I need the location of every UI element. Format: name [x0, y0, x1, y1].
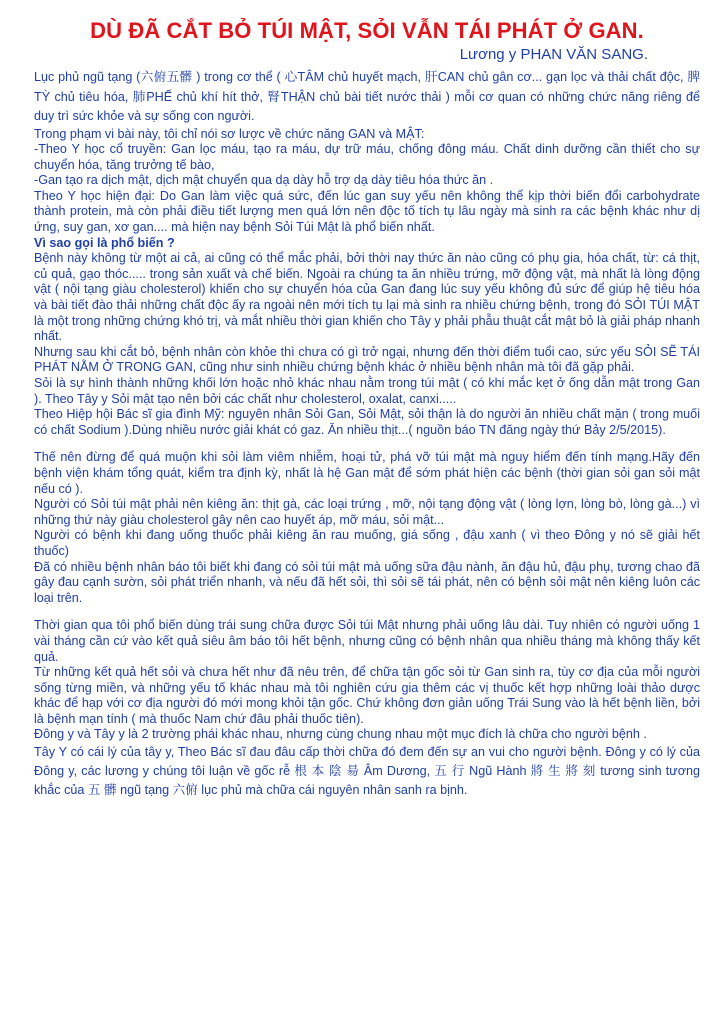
paragraph: Thế nên đừng để quá muộn khi sỏi làm viêm nhiễm, hoại tử, phá vỡ túi mật mà nguy hiểm đến tính mạng.Hãy đến bệnh viện khám tổng quát, kiểm tra định kỳ, nhất là hệ Gan mật để sớm phát hiện các bệnh (thời gian sỏi gan sỏi mật nếu có ). [34, 450, 700, 496]
paragraph: -Gan tạo ra dịch mật, dịch mật chuyển qua dạ dày hỗ trợ dạ dày tiêu hóa thức ăn . [34, 173, 494, 188]
section-question: Vì sao gọi là phổ biến ? [34, 235, 175, 250]
paragraph: Theo Hiệp hội Bác sĩ gia đình Mỹ: nguyên nhân Sỏi Gan, Sỏi Mật, sỏi thận là do người ăn nhiều chất mặn ( trong muối có chất Sodium ).Dùng nhiều nước giải khát có gaz. Ăn nhiều thịt...( nguồn báo TN đăng ngày thứ Bảy 2/5/2015). [34, 407, 700, 437]
paragraph: Tây Y có cái lý của tây y, Theo Bác sĩ đau đâu cấp thời chữa đó đem đến sự an vui cho người bệnh. Đông y có lý của Đông y, các lương y chúng tôi luận về gốc rễ 根 本 陰 昜 Âm Dương, 五 行 Ngũ Hành 將 生 將 刻 tương sinh tương khắc của 五 髒 ngũ tạng 六俯 lục phủ mà chữa cái nguyên nhân sanh ra bịnh. [34, 745, 700, 798]
paragraph: Nhưng sau khi cắt bỏ, bệnh nhân còn khỏe thì chưa có gì trở ngại, nhưng đến thời điểm tuổi cao, sức yếu SỎI SẼ TÁI PHÁT NẰM Ở TRONG GAN, cũng như sinh nhiều chứng bệnh khác ở nhiều bệnh nhân mà tôi đã gặp phải. [34, 344, 700, 375]
paragraph: Theo Y học hiện đại: Do Gan làm việc quá sức, đến lúc gan suy yếu nên không thể kịp thời biến đổi carbohydrate thành protein, mà còn phải điều tiết lượng men quá lớn nên độc tố tích tụ lâu ngày mà sinh ra các bệnh khác như dị ứng, suy gan, xơ gan.... mà hiện nay bệnh Sỏi Túi Mật là phổ biến nhất. [34, 188, 700, 235]
paragraph: Từ những kết quả hết sỏi và chưa hết như đã nêu trên, để chữa tận gốc sỏi từ Gan sinh ra, tùy cơ địa của mỗi người sống từng miền, và những yếu tố khác nhau mà tôi nghiên cứu gia thêm các vị thuốc kết hợp những loài thảo dược khác để hạp với cơ địa người đó mới mong khỏi tận gốc. Chứ không đơn giản uống Trái Sung vào là hết bệnh liền, bởi là bệnh mạn tính ( mà thuốc Nam chứ đâu phải thuốc tiên). [34, 665, 700, 726]
paragraph: Bệnh này không từ một ai cả, ai cũng có thể mắc phải, bởi thời nay thức ăn nào cũng có phụ gia, hóa chất, từ: cá thịt, củ quả, gạo thóc..... trong sản xuất và chế biến. Ngoài ra chúng ta ăn nhiều trứng, mỡ động vật, mà nhất là lòng động vật ( nội tạng giàu cholesterol) khiến cho sự chuyển hóa của Gan đang lúc suy yếu không đủ sức để giúp hệ tiêu hóa và bài tiết đào thải những chất độc ấy ra ngoài nên mới tích tụ lại mà sinh ra nhiều chứng bệnh, trong đó SỎI TÚI MẬT là một trong những chứng khó trị, và mắt nhiều thời gian khiến cho Tây y phải phẫu thuật cắt mật bỏ là giải pháp nhanh nhất. [34, 251, 700, 344]
spacer [34, 606, 700, 618]
paragraph: Sỏi là sự hình thành những khối lớn hoặc nhỏ khác nhau nằm trong túi mật ( có khi mắc kẹt ở ống dẫn mật trong Gan ). Theo Tây y Sỏi mật tạo nên bởi các chất như cholesterol, oxalat, canxi..... [34, 376, 700, 406]
spacer [34, 438, 700, 450]
paragraph: Người có Sỏi túi mật phải nên kiêng ăn: thịt gà, các loại trứng , mỡ, nội tạng động vật ( lòng lợn, lòng bò, lòng gà...) vì những thứ này giàu cholesterol gây nên cao huyết áp, mỡ máu, sỏi mật... [34, 497, 700, 527]
paragraph: Thời gian qua tôi phổ biến dùng trái sung chữa được Sỏi túi Mật nhưng phải uống lâu dài. Tuy nhiên có người uống 1 vài tháng cần cứ vào kết quả siêu âm báo tôi hết bệnh, nhưng cũng có bệnh nhân qua nhiều tháng mà không thấy kết quả. [34, 618, 700, 664]
author-line: Lương y PHAN VĂN SANG. [459, 46, 648, 63]
paragraph: Người có bệnh khi đang uống thuốc phải kiêng ăn rau muống, giá sống , đậu xanh ( vì theo Đông y nó sẽ giải hết thuốc) [34, 528, 700, 558]
paragraph: -Theo Y học cổ truyền: Gan lọc máu, tạo ra máu, dự trữ máu, chống đông máu. Chất dinh dưỡng cần thiết cho sự chuyển hóa, tăng trưởng tế bào, [34, 142, 700, 172]
paragraph: Đã có nhiều bệnh nhân báo tôi biết khi đang có sỏi túi mật mà uống sữa đậu nành, ăn đậu hủ, đậu phụ, tương chao đã gây đau cạnh sườn, sỏi phát triển nhanh, và nếu đã hết sỏi, thì sỏi sẽ tái phát, nên có bệnh sỏi mật nên kiêng luôn các loại trên. [34, 559, 700, 605]
article-body [34, 68, 700, 800]
paragraph: Trong phạm vi bài này, tôi chỉ nói sơ lược về chức năng GAN và MẬT: [34, 126, 425, 141]
page-title: DÙ ĐÃ CẮT BỎ TÚI MẬT, SỎI VẪN TÁI PHÁT Ở GAN. [90, 18, 644, 43]
paragraph: Đông y và Tây y là 2 trường phái khác nhau, nhưng cùng chung nhau một mục đích là chữa cho người bệnh . [34, 727, 647, 742]
paragraph: Lục phủ ngũ tạng (六俯五髒 ) trong cơ thể ( 心TÂM chủ huyết mạch, 肝CAN chủ gân cơ... gạn lọc và thải chất độc, 脾TỲ chủ tiêu hóa, 肺PHẾ chủ khí hít thở, 腎THẬN chủ bài tiết nước thải ) mỗi cơ quan có những chức năng riêng để duy trì sức khỏe và sự sống con người. [34, 70, 700, 123]
